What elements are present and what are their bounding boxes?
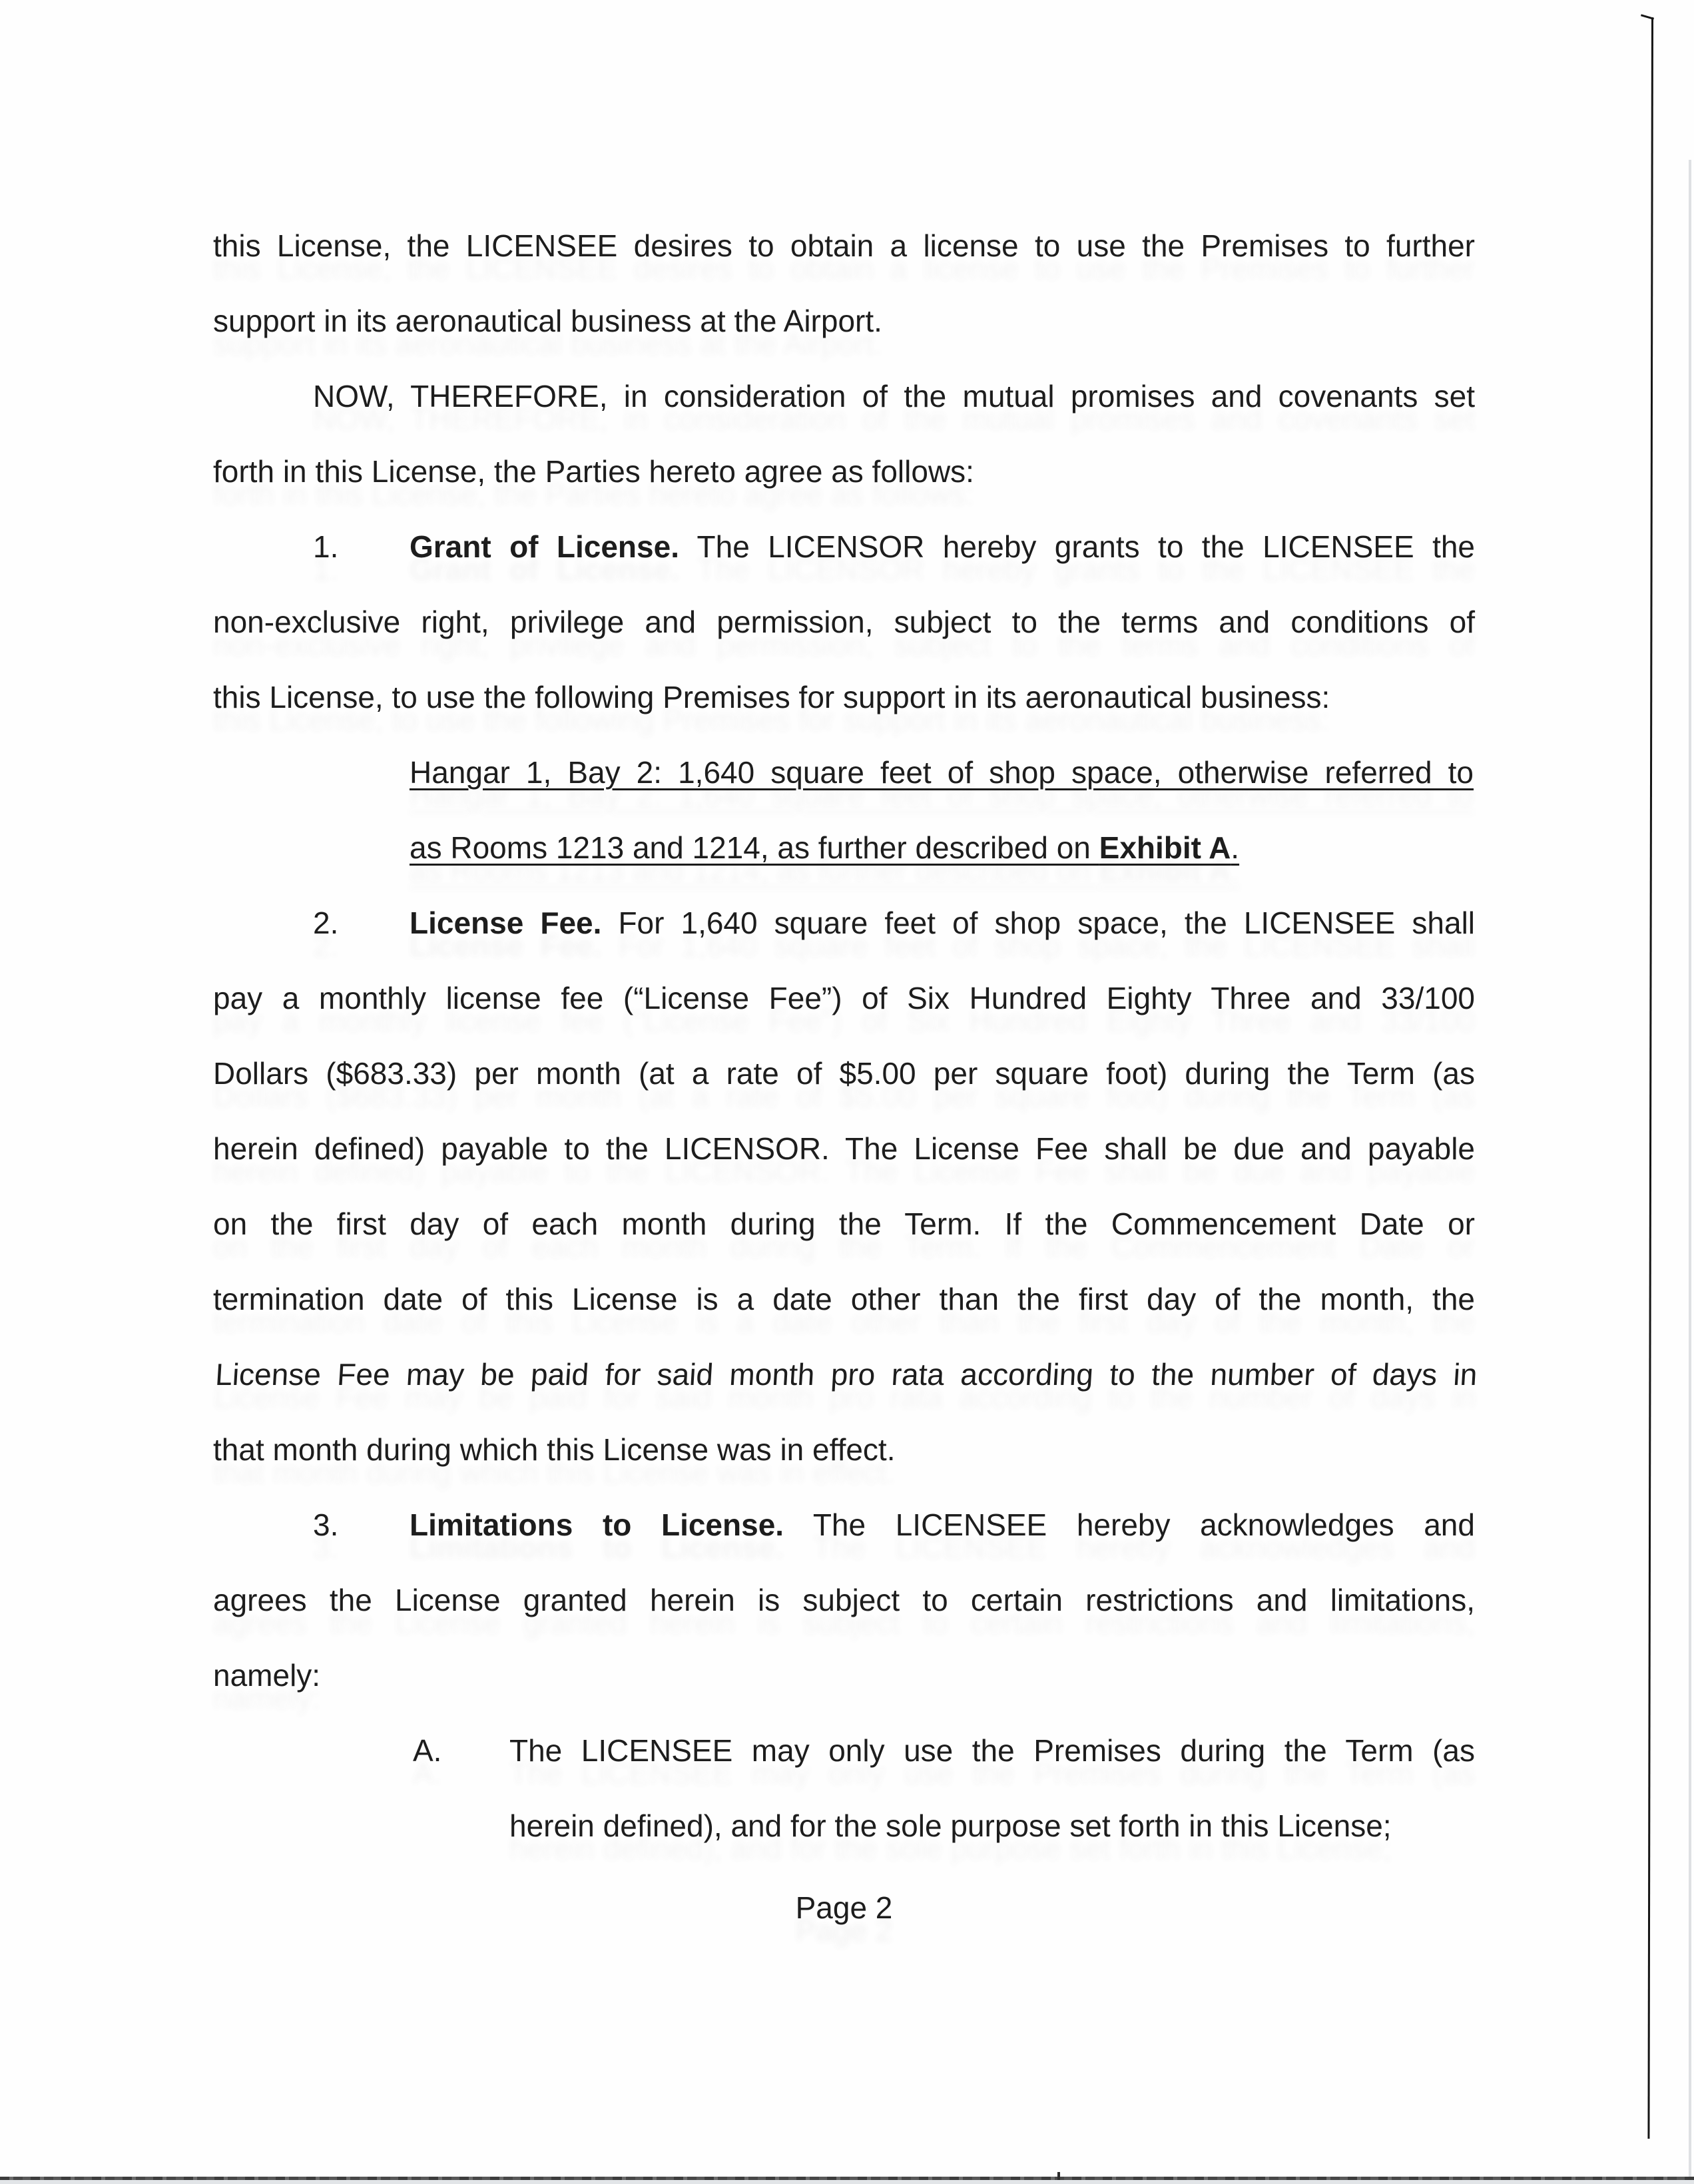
text-run: License Fee may be paid for said month pro rata according to the number of days in — [214, 1357, 1479, 1392]
text-run: . — [1231, 830, 1240, 865]
document-line — [213, 1111, 1475, 1187]
text-run: agrees the License granted herein is subject to certain restrictions and limitations, — [213, 1583, 1475, 1617]
document-line — [213, 1187, 1475, 1262]
document-line — [213, 509, 1475, 585]
text-run: The LICENSEE may only use the Premises during the Term (as — [509, 1733, 1475, 1768]
document-line — [410, 810, 1474, 886]
text-run: herein defined) payable to the LICENSOR. The License Fee shall be due and payable — [213, 1131, 1475, 1166]
document-line — [213, 1563, 1475, 1638]
document-line — [213, 886, 1475, 961]
document-line — [213, 1337, 1480, 1412]
text-run: NOW, THEREFORE, in consideration of the mutual promises and covenants set — [313, 379, 1475, 413]
text-run: this License, the LICENSEE desires to obtain a license to use the Premises to further — [213, 228, 1475, 263]
bold-run: Limitations to License. — [410, 1507, 784, 1542]
document-text-block — [213, 208, 1479, 1864]
bold-run: Grant of License. — [410, 529, 679, 564]
document-line — [213, 961, 1475, 1036]
text-run: termination date of this License is a date other than the first day of the month, the — [213, 1282, 1475, 1316]
text-run: pay a monthly license fee (“License Fee”) of Six Hundred Eighty Three and 33/100 — [213, 981, 1475, 1015]
scan-artifact-bottom-strip — [0, 2180, 1694, 2184]
text-run: Hangar 1, Bay 2: 1,640 square feet of shop space, otherwise referred to — [410, 755, 1474, 790]
document-line — [213, 1488, 1475, 1563]
text-run: For 1,640 square feet of shop space, the LICENSEE shall — [601, 906, 1476, 940]
text-run: non-exclusive right, privilege and permission, subject to the terms and conditions of — [213, 605, 1475, 639]
document-line — [213, 434, 1475, 509]
document-line — [410, 735, 1474, 810]
document-line — [213, 1638, 1475, 1713]
list-marker: 2. — [313, 906, 339, 940]
text-run: on the first day of each month during the Term. If the Commencement Date or — [213, 1207, 1475, 1241]
bold-run: License Fee. — [410, 906, 602, 940]
document-line — [213, 1262, 1475, 1337]
page-number: Page 2 — [795, 1890, 893, 1925]
text-run: this License, to use the following Premises for support in its aeronautical business: — [213, 680, 1330, 714]
text-run: namely: — [213, 1658, 321, 1693]
text-run: that month during which this License was in effect. — [213, 1432, 896, 1467]
document-line — [213, 208, 1475, 284]
document-line — [213, 585, 1475, 660]
document-line — [213, 359, 1475, 434]
list-marker: A. — [413, 1733, 442, 1768]
text-run: as Rooms 1213 and 1214, as further described on — [410, 830, 1099, 865]
list-marker: 3. — [313, 1507, 339, 1542]
text-run: Dollars ($683.33) per month (at a rate of $5.00 per square foot) during the Term (as — [213, 1056, 1475, 1091]
text-run: herein defined), and for the sole purpose set forth in this License; — [509, 1808, 1392, 1843]
text-run: The LICENSEE hereby acknowledges and — [784, 1507, 1475, 1542]
document-line — [213, 660, 1475, 735]
text-run: forth in this License, the Parties hereto agree as follows: — [213, 454, 974, 489]
bold-run: Exhibit A — [1099, 830, 1231, 865]
scan-artifact-page-edge-shadow — [1689, 160, 1691, 2177]
document-line — [509, 1788, 1475, 1864]
text-run: The LICENSOR hereby grants to the LICENSEE the — [679, 529, 1476, 564]
document-line — [213, 1036, 1475, 1111]
list-marker: 1. — [313, 529, 339, 564]
document-line — [213, 1412, 1475, 1488]
document-line — [413, 1713, 1475, 1788]
document-line — [213, 284, 1475, 359]
scan-artifact-vertical-line — [1647, 17, 1653, 2139]
text-run: support in its aeronautical business at the Airport. — [213, 304, 882, 338]
